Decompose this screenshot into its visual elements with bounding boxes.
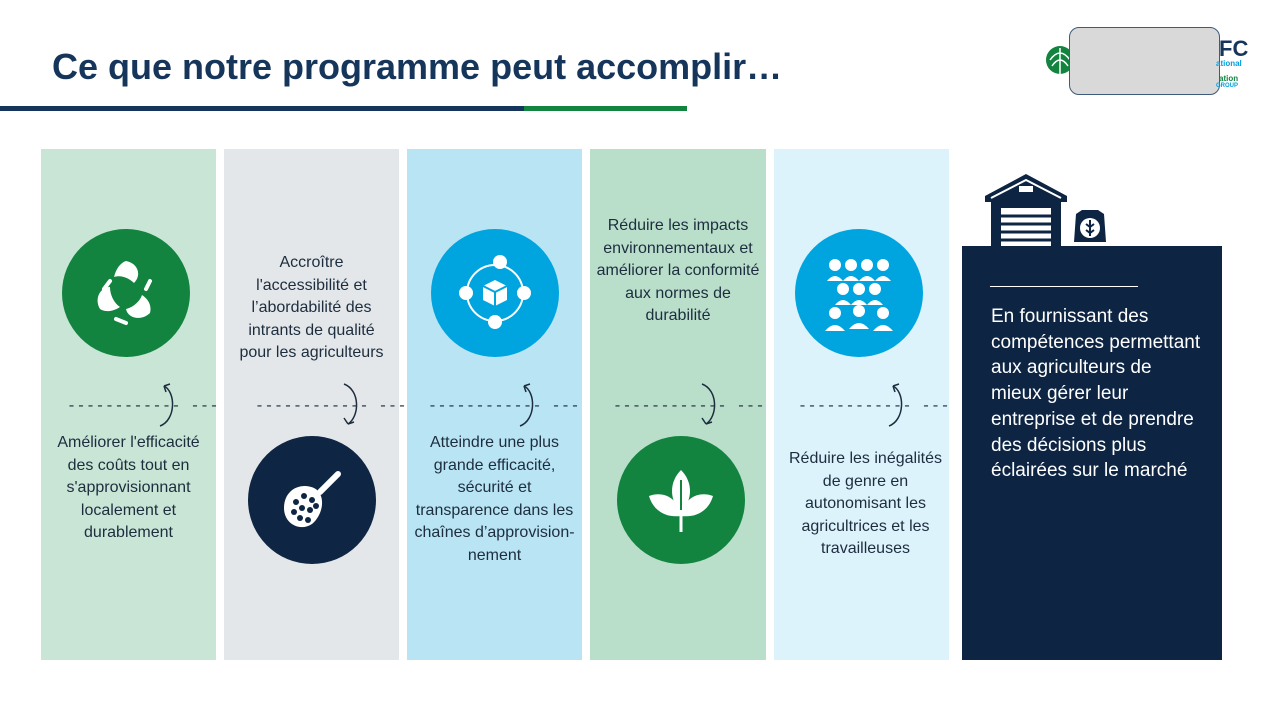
panel-divider [990, 286, 1138, 287]
seed-scoop-icon [248, 436, 376, 564]
title-underline-green [524, 106, 687, 111]
logo-subtext-2: ation [1219, 74, 1239, 83]
recycle-leaves-icon [62, 229, 190, 357]
connector-dash-3: ------------ --- [428, 398, 581, 415]
column-3-text: Atteindre une plus grande efficacité, sécurité et transparence dans les chaînes d’approvision-nement [414, 434, 575, 564]
logo-text: FC [1219, 36, 1249, 61]
column-1-text: Améliorer l'efficacité des coûts tout en s'approvisionnant localement et durablement [57, 434, 200, 541]
logo-placeholder [1069, 27, 1220, 95]
connector-dash-4: ------------ --- [613, 398, 766, 415]
grain-sack-icon [1070, 206, 1110, 246]
people-group-icon [795, 229, 923, 357]
curved-arrow-down-icon [336, 380, 366, 428]
curved-arrow-down-icon [694, 380, 724, 428]
column-4-text: Réduire les impacts environnementaux et améliorer la conformité aux normes de durabilité [596, 217, 760, 324]
connector-dash-5: ------------ --- [798, 398, 951, 415]
warehouse-icon [983, 172, 1069, 246]
plant-sprout-icon [617, 436, 745, 564]
logo-subtext-3: GROUP [1216, 83, 1239, 89]
logo-subtext-1: ational [1216, 59, 1242, 68]
curved-arrow-up-icon [510, 380, 540, 428]
page-title: Ce que notre programme peut accomplir… [52, 46, 783, 87]
connector-dash-1: ------------ --- [67, 398, 220, 415]
column-2-text: Accroître l'accessibilité et l’abordabilité des intrants de qualité pour les agriculteurs [239, 254, 384, 361]
connector-dash-2: ------------ --- [255, 398, 408, 415]
curved-arrow-up-icon [150, 380, 180, 428]
supply-network-icon [431, 229, 559, 357]
summary-panel-text: En fournissant des compétences permettant aux agriculteurs de mieux gérer leur entreprise et de prendre des décisions plus éclairées sur le marché [991, 306, 1201, 482]
title-underline-navy [0, 106, 524, 111]
curved-arrow-up-icon [879, 380, 909, 428]
column-5-text: Réduire les inégalités de genre en autonomisant les agricultrices et les travailleuses [789, 450, 942, 557]
